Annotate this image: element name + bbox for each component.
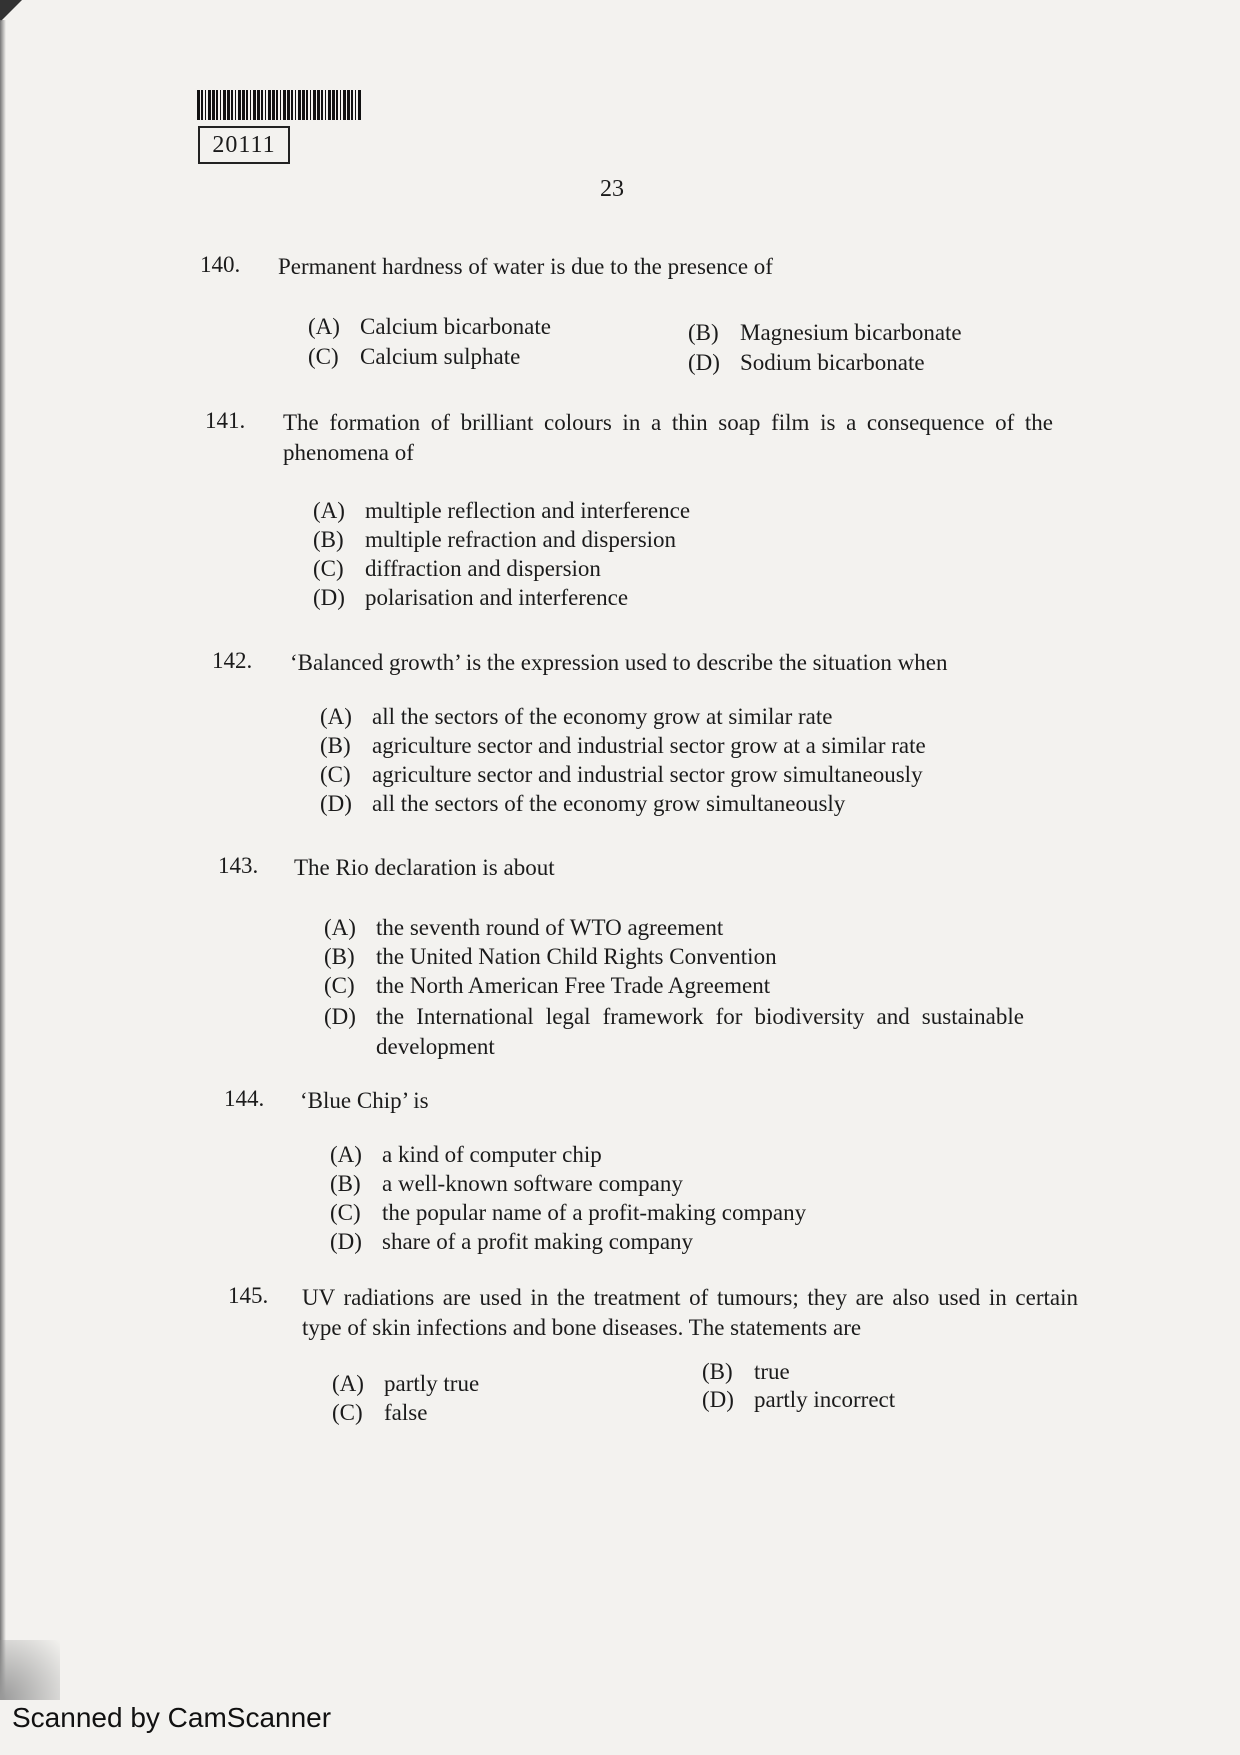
option-text: the United Nation Child Rights Convention	[376, 944, 777, 969]
option-d	[320, 791, 845, 817]
question-number: 141.	[205, 408, 246, 433]
option-text: a well-known software company	[382, 1171, 683, 1196]
option-label: (B)	[320, 733, 351, 758]
option-text: all the sectors of the economy grow simultaneously	[372, 791, 846, 816]
option-text: partly incorrect	[754, 1387, 896, 1412]
option-label: (B)	[688, 320, 719, 345]
option-a	[330, 1142, 602, 1168]
question-number: 145.	[228, 1283, 269, 1308]
option-a	[324, 915, 723, 941]
option-label: (B)	[702, 1359, 733, 1384]
option-text: the seventh round of WTO agreement	[376, 915, 724, 940]
question-143	[218, 853, 1078, 1063]
option-text: agriculture sector and industrial sector grow simultaneously	[372, 762, 923, 787]
option-d	[702, 1387, 895, 1413]
option-text: multiple refraction and dispersion	[365, 527, 677, 552]
option-text: the North American Free Trade Agreement	[376, 973, 771, 998]
option-c	[313, 556, 601, 582]
option-label: (C)	[324, 973, 355, 998]
option-text: agriculture sector and industrial sector grow at a similar rate	[372, 733, 926, 758]
option-text: all the sectors of the economy grow at similar rate	[372, 704, 833, 729]
question-140	[200, 252, 1060, 382]
question-number: 143.	[218, 853, 259, 878]
option-text: multiple reflection and interference	[365, 498, 691, 523]
page-number: 23	[600, 176, 624, 202]
option-label: (C)	[308, 344, 339, 369]
page-corner-shadow	[0, 0, 22, 22]
option-d	[324, 1002, 1024, 1062]
question-142	[212, 648, 1072, 828]
option-c	[332, 1400, 427, 1426]
question-text: The formation of brilliant colours in a thin soap film is a consequence of the phenomena of	[283, 410, 1053, 465]
option-a	[308, 314, 551, 340]
option-b	[313, 527, 676, 553]
question-text: UV radiations are used in the treatment of tumours; they are also used in certain type of skin infections and bone diseases. The statements are	[302, 1285, 1078, 1340]
option-b	[702, 1359, 790, 1385]
option-label: (D)	[702, 1387, 734, 1412]
option-label: (D)	[320, 791, 352, 816]
option-text: Calcium bicarbonate	[360, 314, 551, 339]
option-d	[330, 1229, 693, 1255]
option-c	[308, 344, 520, 370]
option-text: Magnesium bicarbonate	[740, 320, 962, 345]
question-141	[205, 408, 1065, 628]
question-number: 140.	[200, 252, 241, 277]
option-a	[332, 1371, 479, 1397]
option-label: (C)	[313, 556, 344, 581]
option-text: the International legal framework for biodiversity and sustainable development	[376, 1004, 1024, 1059]
option-text: diffraction and dispersion	[365, 556, 601, 581]
question-145	[228, 1283, 1088, 1443]
question-text: The Rio declaration is about	[294, 855, 555, 880]
option-text: share of a profit making company	[382, 1229, 694, 1254]
option-c	[324, 973, 770, 999]
option-label: (C)	[330, 1200, 361, 1225]
option-label: (D)	[313, 585, 345, 610]
option-label: (B)	[313, 527, 344, 552]
question-text: Permanent hardness of water is due to the presence of	[278, 254, 773, 279]
option-b	[330, 1171, 683, 1197]
option-label: (A)	[313, 498, 345, 523]
option-text: a kind of computer chip	[382, 1142, 602, 1167]
option-b	[688, 320, 962, 346]
option-label: (B)	[324, 944, 355, 969]
option-d	[313, 585, 628, 611]
option-text: partly true	[384, 1371, 480, 1396]
question-number: 144.	[224, 1086, 265, 1111]
option-label: (A)	[324, 915, 356, 940]
question-text: ‘Balanced growth’ is the expression used to describe the situation when	[290, 650, 948, 675]
option-text: true	[754, 1359, 790, 1384]
option-text: Sodium bicarbonate	[740, 350, 925, 375]
page-edge-shadow	[0, 20, 6, 1700]
option-label: (D)	[330, 1229, 362, 1254]
question-144	[224, 1086, 1084, 1266]
option-label: (A)	[308, 314, 340, 339]
option-text: Calcium sulphate	[360, 344, 521, 369]
option-a	[320, 704, 832, 730]
option-b	[320, 733, 926, 759]
question-text: ‘Blue Chip’ is	[300, 1088, 429, 1113]
option-text: the popular name of a profit-making company	[382, 1200, 807, 1225]
option-label: (D)	[324, 1004, 356, 1029]
question-number: 142.	[212, 648, 253, 673]
option-label: (D)	[688, 350, 720, 375]
option-label: (A)	[332, 1371, 364, 1396]
page-corner-shade	[0, 1640, 60, 1700]
option-c	[330, 1200, 806, 1226]
option-label: (B)	[330, 1171, 361, 1196]
booklet-code: 20111	[198, 126, 290, 164]
option-text: false	[384, 1400, 428, 1425]
option-label: (A)	[330, 1142, 362, 1167]
option-a	[313, 498, 690, 524]
option-label: (C)	[320, 762, 351, 787]
scanner-watermark: Scanned by CamScanner	[12, 1702, 332, 1733]
option-text: polarisation and interference	[365, 585, 629, 610]
option-b	[324, 944, 777, 970]
option-d	[688, 350, 925, 376]
option-label: (C)	[332, 1400, 363, 1425]
barcode	[197, 90, 362, 120]
option-label: (A)	[320, 704, 352, 729]
option-c	[320, 762, 923, 788]
